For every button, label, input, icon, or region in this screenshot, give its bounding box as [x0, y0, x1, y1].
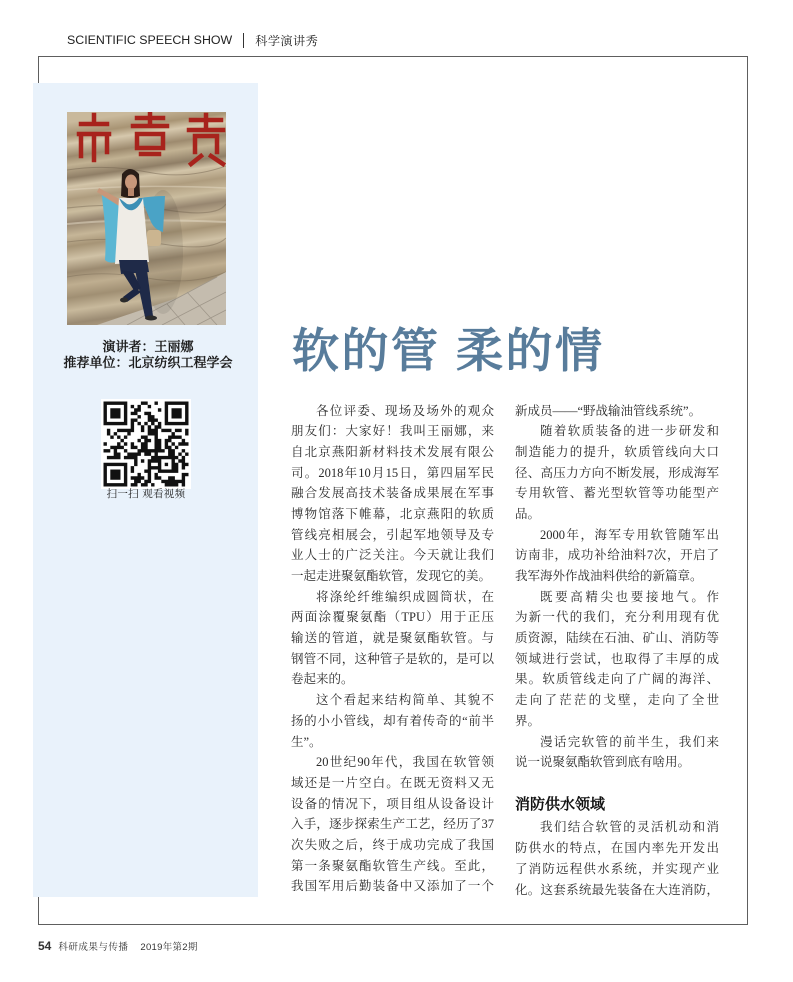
- body-line: 为新一代的我们，充分利用现有优: [515, 610, 719, 625]
- body-line: 设备的情况下，项目组从设备设计: [291, 796, 494, 811]
- body-line: 我们结合软管的灵活机动和消: [540, 820, 719, 835]
- issue-label: 2019年第2期: [140, 942, 198, 953]
- body-line: 自北京燕阳新材料技术发展有限公: [291, 444, 494, 459]
- body-line: 输送的管道，就是聚氨酯软管。与: [291, 631, 494, 646]
- body-line: 司。2018年10月15日，第四届军民: [291, 465, 494, 480]
- body-line: 果。软质管线走向了广阔的海洋、: [515, 672, 719, 687]
- paragraph: [515, 587, 719, 732]
- body-line: 扬的小小管线，却有着传奇的“前半: [291, 713, 494, 728]
- paragraph: [291, 690, 494, 752]
- body-line: 说一说聚氨酯软管到底有啥用。: [515, 755, 691, 770]
- series-name-en: SCIENTIFIC SPEECH SHOW: [67, 33, 233, 47]
- body-line: 2000年，海军专用软管随军出: [540, 527, 719, 542]
- body-line: 卷起来的。: [291, 672, 354, 687]
- body-line: 径、高压力方向不断发展，形成海军: [515, 465, 719, 480]
- body-line: 入手，逐步探索生产工艺，经历了37: [291, 817, 494, 832]
- paragraph: [515, 732, 719, 773]
- body-line: 融合发展高技术装备成果展在军事: [291, 486, 494, 501]
- paragraph: [515, 817, 719, 900]
- header-divider: [243, 33, 244, 48]
- body-line: 漫话完软管的前半生，我们来: [540, 734, 719, 749]
- paragraph: [515, 525, 719, 587]
- body-line: 质资源，陆续在石油、矿山、消防等: [515, 631, 719, 646]
- body-line: 界。: [515, 713, 541, 728]
- page-footer: [38, 939, 198, 953]
- body-line: 管线亮相展会，引起军地领导及专: [291, 527, 494, 542]
- section-heading: 消防供水领域: [515, 795, 606, 813]
- recommending-organization: 推荐单位：北京纺织工程学会: [63, 355, 233, 370]
- body-line: 新成员——“野战输油管线系统”。: [515, 403, 702, 418]
- body-line: 制造能力的提升，软质管线向大口: [515, 444, 719, 459]
- paragraph: [515, 421, 719, 524]
- speaker-name: 演讲者：王丽娜: [102, 339, 194, 354]
- body-line: 生”。: [291, 734, 322, 749]
- paragraph: [291, 752, 494, 897]
- body-line: 访南非，成功补给油料7次，开启了: [515, 548, 719, 563]
- body-line: 20世纪90年代，我国在软管领: [316, 755, 494, 770]
- series-name-cn: 科学演讲秀: [255, 33, 319, 48]
- body-line: 将涤纶纤维编织成圆筒状，在: [316, 589, 494, 604]
- body-line: 了消防远程供水系统，并实现产业: [515, 861, 719, 876]
- body-line: 第一条聚氨酯软管生产线。至此，: [291, 858, 494, 873]
- body-line: 各位评委、现场及场外的观众: [316, 403, 494, 418]
- article-title: 软的管 柔的情: [292, 324, 605, 377]
- body-line: 化。这套系统最先装备在大连消防，: [515, 882, 719, 897]
- body-line: 域还是一片空白。在既无资料又无: [291, 775, 494, 790]
- body-line: 我军海外作战油料供给的新篇章。: [515, 569, 703, 583]
- body-line: 品。: [515, 506, 541, 521]
- body-line: 走向了茫茫的戈壁，走向了全世: [515, 693, 719, 708]
- body-line: 防供水的特点，在国内率先开发出: [515, 841, 719, 856]
- qr-code: [101, 399, 191, 489]
- body-line: 博物馆落下帷幕，北京燕阳的软质: [291, 506, 494, 521]
- body-line: 一起走进聚氨酯软管，发现它的美。: [291, 569, 492, 583]
- body-line: 既要高精尖也要接地气。作: [540, 589, 719, 604]
- speaker-photo-image: [67, 112, 226, 325]
- body-line: 业人士的广泛关注。今天就让我们: [291, 548, 494, 563]
- body-line: 随着软质装备的进一步研发和: [540, 424, 719, 439]
- body-line: 两面涂覆聚氨酯（TPU）用于正压: [291, 610, 494, 625]
- body-column-right: [515, 401, 719, 901]
- body-line: 我国军用后勤装备中又添加了一个: [291, 879, 494, 894]
- paragraph: [291, 401, 494, 587]
- paragraph: [515, 401, 719, 422]
- speaker-photo: [67, 112, 226, 325]
- paragraph: [291, 587, 494, 690]
- body-line: 钢管不同，这种管子是软的，是可以: [291, 651, 494, 666]
- body-line: 次失败之后，终于成功完成了我国: [291, 837, 494, 852]
- body-line: 专用软管、蓄光型软管等功能型产: [515, 486, 719, 501]
- body-column-left: [291, 401, 494, 898]
- running-header: [67, 31, 318, 49]
- body-line: 这个看起来结构简单、其貌不: [316, 693, 494, 708]
- page-number: 54: [38, 939, 52, 953]
- journal-name: 科研成果与传播: [58, 942, 129, 953]
- qr-caption: 扫一扫 观看视频: [106, 488, 186, 500]
- body-line: 朋友们：大家好！我叫王丽娜，来: [291, 424, 494, 439]
- body-line: 领域进行尝试，也取得了丰厚的成: [515, 651, 719, 666]
